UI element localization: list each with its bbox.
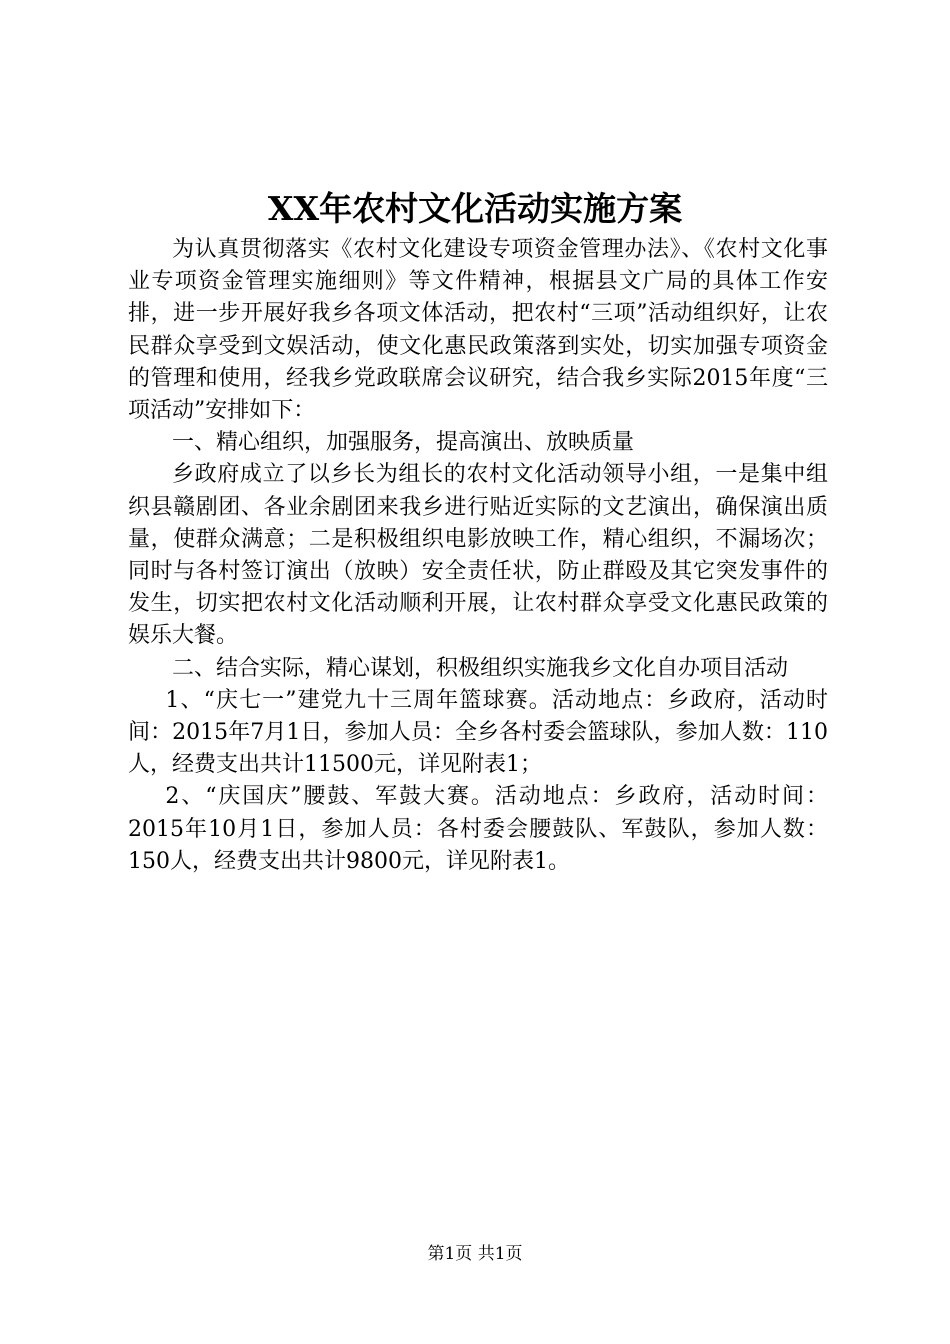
activity-item-2: 2、“庆国庆”腰鼓、军鼓大赛。活动地点：乡政府，活动时间：2015年10月1日，参加人员：各村委会腰鼓队、军鼓队，参加人数：150人，经费支出共计9800元，详见附表1。 xyxy=(128,784,828,874)
activity-item-1: 1、“庆七一”建党九十三周年篮球赛。活动地点：乡政府，活动时间：2015年7月1日，参加人员：全乡各村委会篮球队，参加人数：110人，经费支出共计11500元，详见附表1； xyxy=(128,687,828,778)
section-1-paragraph: 乡政府成立了以乡长为组长的农村文化活动领导小组，一是集中组织县赣剧团、各业余剧团来我乡进行贴近实际的文艺演出，确保演出质量，使群众满意；二是积极组织电影放映工作，精心组织，不漏场次；同时与各村签订演出（放映）安全责任状，防止群殴及其它突发事件的发生，切实把农村文化活动顺利开展，让农村群众享受文化惠民政策的娱乐大餐。 xyxy=(128,462,828,649)
document-title: XX年农村文化活动实施方案 xyxy=(267,189,683,228)
document-body xyxy=(128,234,828,878)
section-heading-1: 一、精心组织，加强服务，提高演出、放映质量 xyxy=(172,430,635,456)
section-heading-2: 二、结合实际，精心谋划，积极组织实施我乡文化自办项目活动 xyxy=(172,655,789,681)
page-footer: 第1页 共1页 xyxy=(427,1244,523,1264)
intro-paragraph: 为认真贯彻落实《农村文化建设专项资金管理办法》、《农村文化事业专项资金管理实施细则》等文件精神，根据县文广局的具体工作安排，进一步开展好我乡各项文体活动，把农村“三项”活动组织好，让农民群众享受到文娱活动，使文化惠民政策落到实处，切实加强专项资金的管理和使用，经我乡党政联席会议研究，结合我乡实际2015年度“三项活动”安排如下： xyxy=(128,237,828,424)
